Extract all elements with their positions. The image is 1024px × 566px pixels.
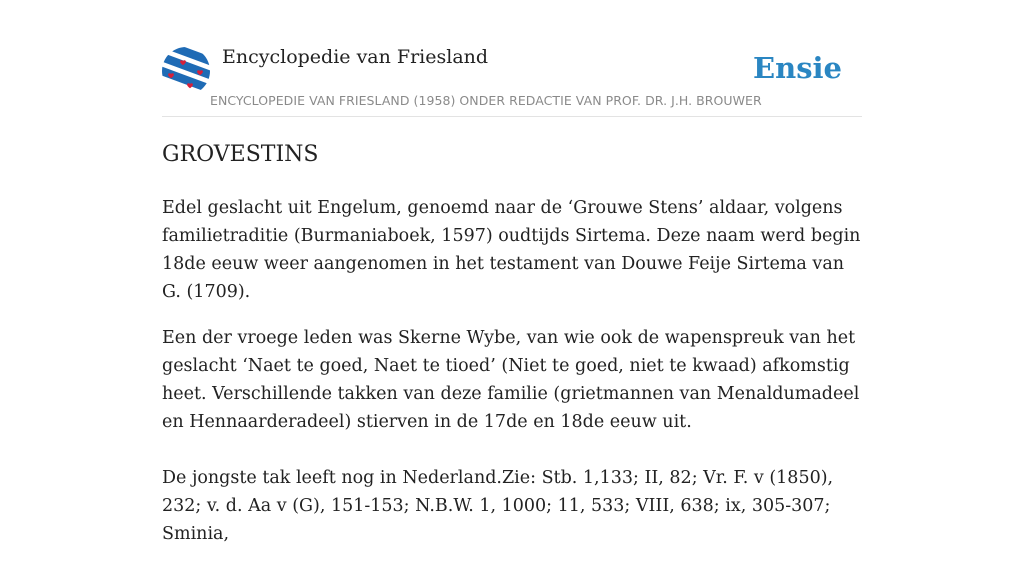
- site-title[interactable]: Encyclopedie van Friesland: [222, 46, 489, 68]
- ensie-logo-link[interactable]: Ensie: [753, 51, 842, 85]
- article-paragraph: Een der vroege leden was Skerne Wybe, van wie ook de wapenspreuk van het geslacht ‘Naet te goed, Naet te tioed’ (Niet te goed, niet te kwaad) afkomstig heet. Verschillende takken van deze familie (grietmannen van Menaldumadeel en Hennaarderadeel) stierven in de 17de en 18de eeuw uit.: [162, 328, 860, 432]
- site-header: [162, 44, 862, 117]
- article-title: GROVESTINS: [162, 142, 319, 167]
- article: [162, 140, 862, 566]
- friesland-flag-icon[interactable]: [162, 47, 210, 95]
- site-subtitle: ENCYCLOPEDIE VAN FRIESLAND (1958) ONDER REDACTIE VAN PROF. DR. J.H. BROUWER: [210, 93, 762, 108]
- article-paragraph: Edel geslacht uit Engelum, genoemd naar de ‘Grouwe Stens’ aldaar, volgens familietraditie (Burmaniaboek, 1597) oudtijds Sirtema. Deze naam werd begin 18de eeuw weer aangenomen in het testament van Douwe Feije Sirtema van G. (1709).: [162, 198, 861, 302]
- article-paragraph: De jongste tak leeft nog in Nederland.Zie: Stb. 1,133; II, 82; Vr. F. v (1850), 232; v. d. Aa v (G), 151-153; N.B.W. 1, 1000; 11, 533; VIII, 638; ix, 305-307; Sminia,: [162, 468, 834, 544]
